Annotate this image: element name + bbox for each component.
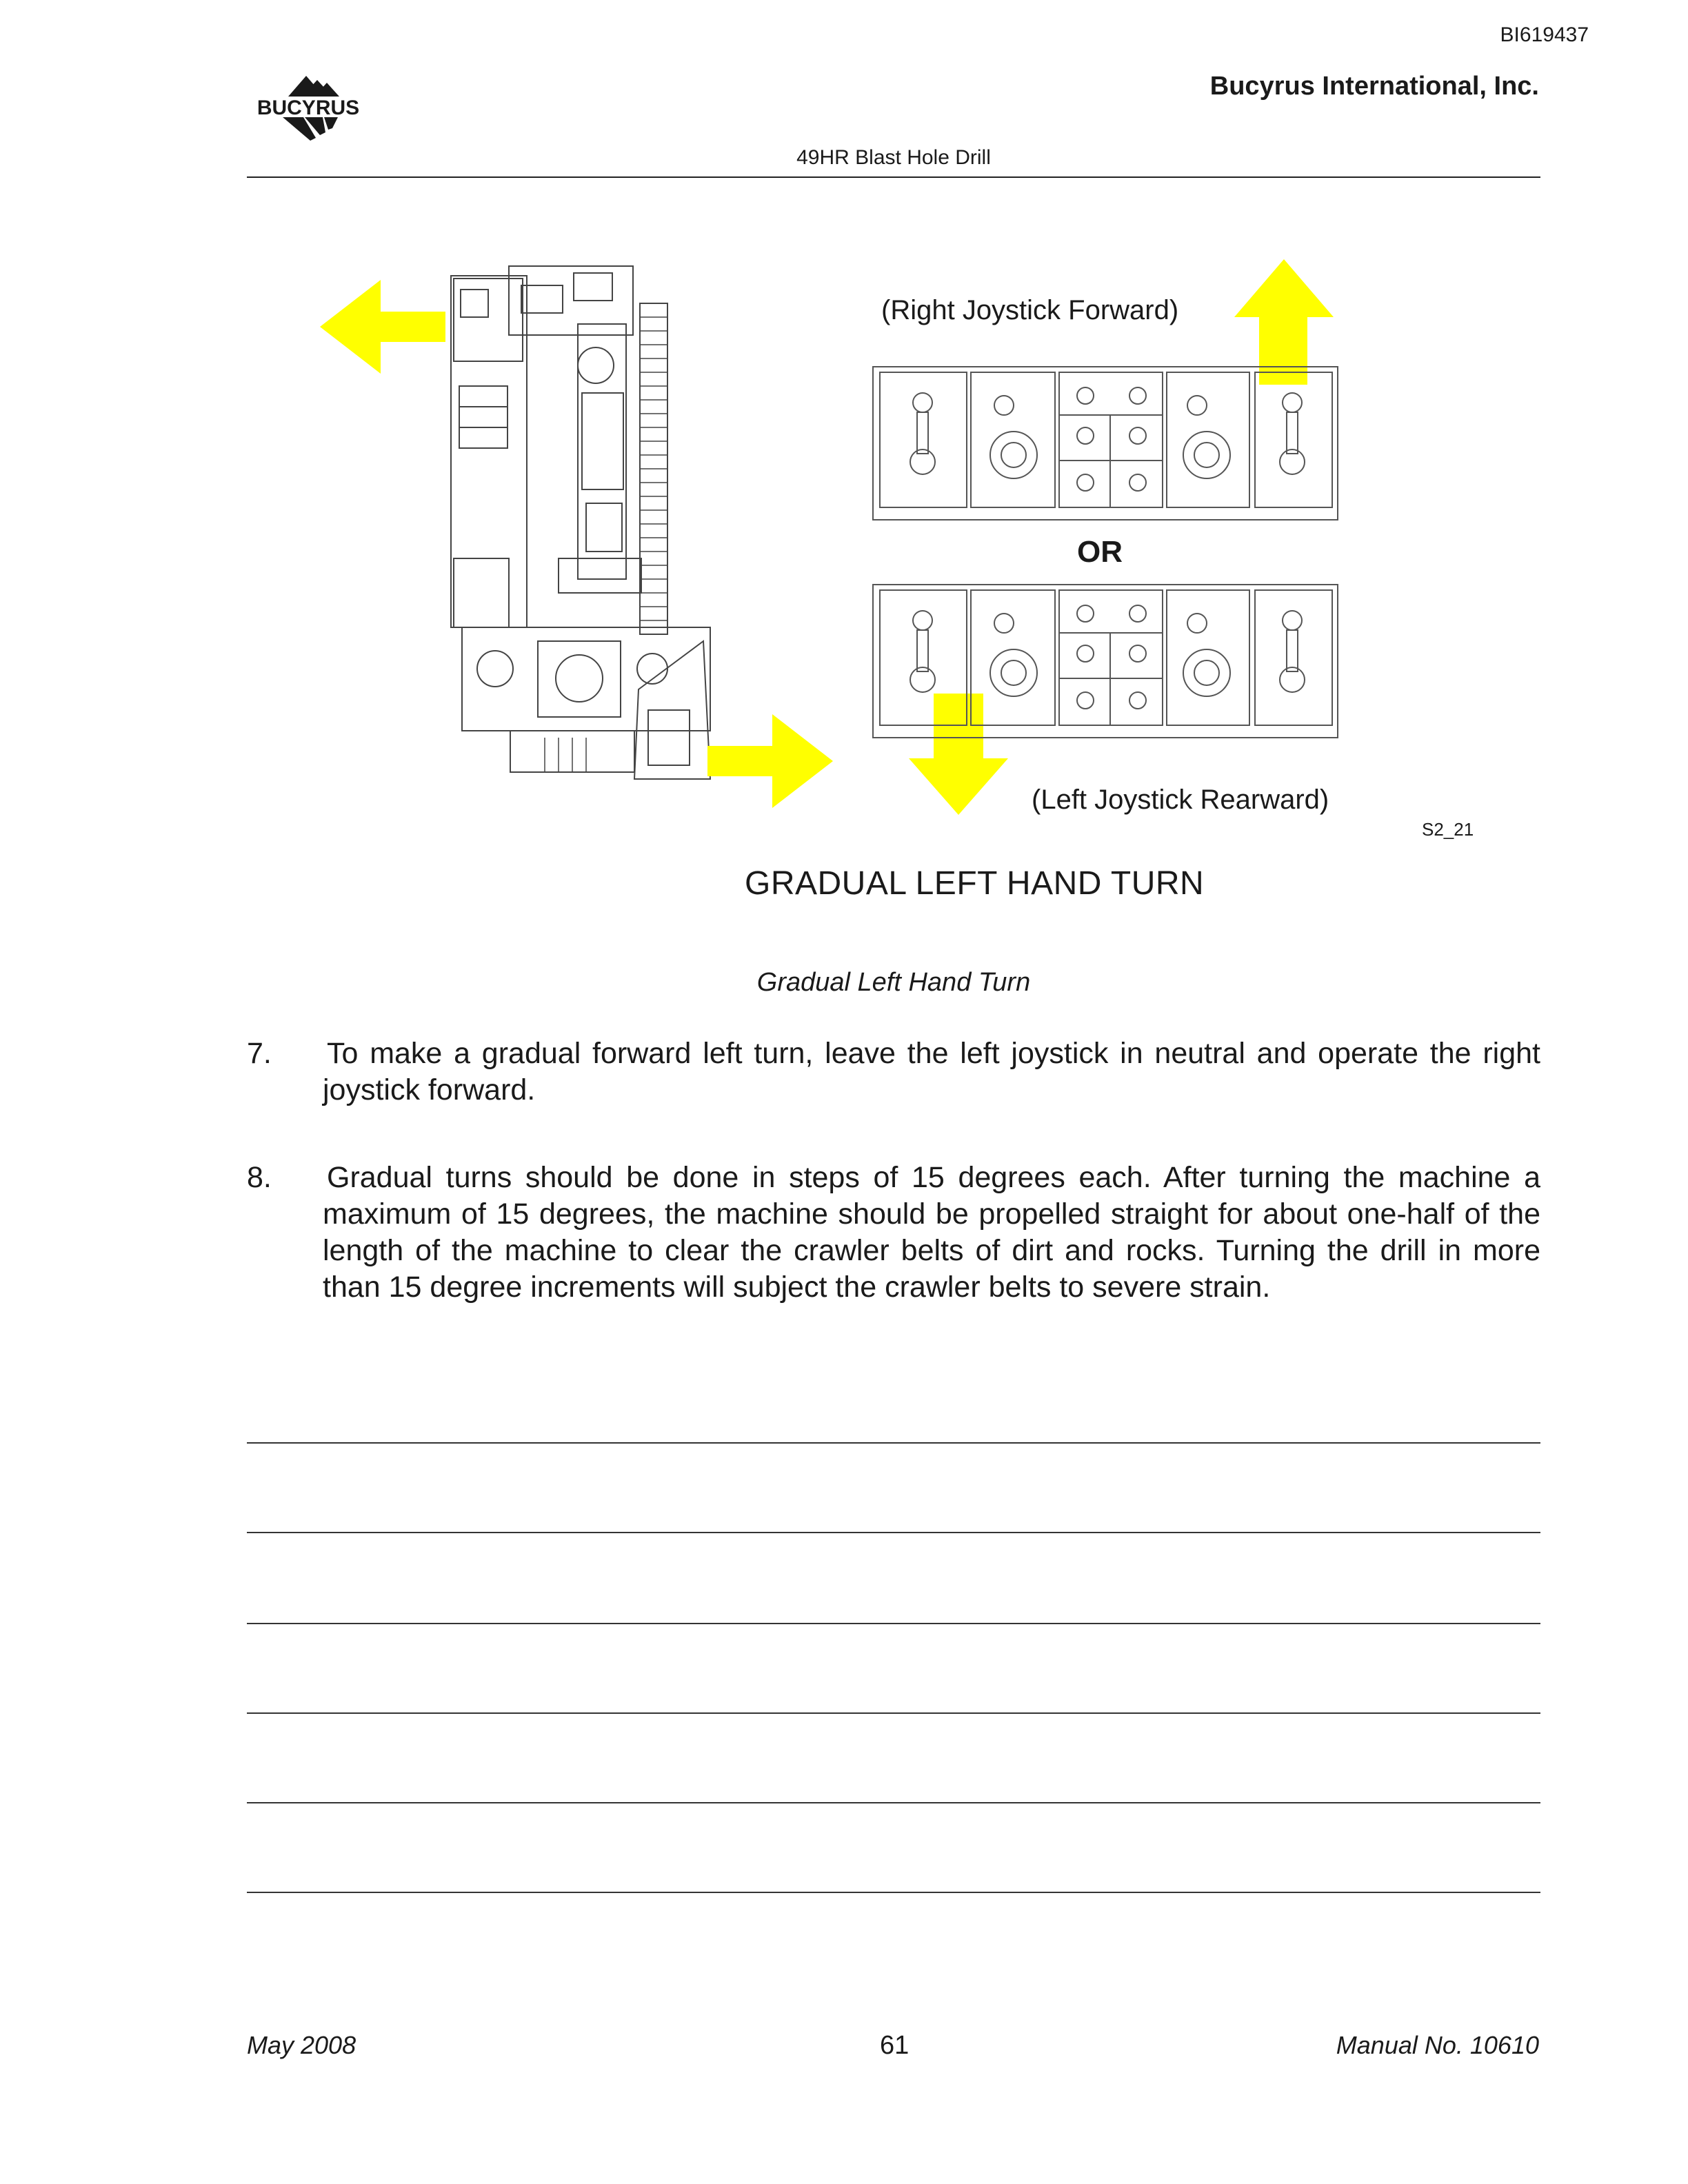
- notes-line: [247, 1623, 1540, 1624]
- arrow-left: [320, 280, 445, 374]
- step-number: 8.: [247, 1161, 272, 1194]
- figure-title: GRADUAL LEFT HAND TURN: [745, 865, 1205, 902]
- direction-arrows: [320, 259, 1334, 815]
- right-joystick-label: (Right Joystick Forward): [881, 295, 1179, 325]
- control-panel-top: [873, 367, 1338, 520]
- notes-line: [247, 1712, 1540, 1714]
- step-text: Gradual turns should be done in steps of 15 degrees each. After turning the machine a maximum of 15 degrees, the machine should be propelled straight for about one-half of the length of the machine to clear the crawler belts of dirt and rocks. Turning the drill in more than 15 degree increments will subject the crawler belts to severe strain.: [323, 1161, 1540, 1304]
- header-divider: [247, 176, 1540, 178]
- bucyrus-logo: [247, 72, 370, 150]
- arrow-right: [707, 714, 833, 808]
- step-item: [247, 1035, 1540, 1109]
- turn-illustration: [303, 255, 1352, 841]
- manual-number: Manual No. 10610: [1336, 2031, 1539, 2059]
- notes-line: [247, 1892, 1540, 1893]
- or-label: OR: [1077, 535, 1123, 569]
- logo-text: BUCYRUS: [257, 97, 360, 119]
- notes-line: [247, 1442, 1540, 1444]
- footer-date: May 2008: [247, 2031, 356, 2059]
- arrow-down: [909, 694, 1008, 815]
- document-id: BI619437: [1500, 23, 1589, 46]
- notes-line: [247, 1532, 1540, 1533]
- page-number: 61: [880, 2031, 910, 2060]
- arrow-up: [1234, 259, 1334, 385]
- company-name: Bucyrus International, Inc.: [1209, 72, 1539, 101]
- manual-title: 49HR Blast Hole Drill: [796, 146, 991, 169]
- figure-code: S2_21: [1422, 819, 1474, 840]
- figure-caption: Gradual Left Hand Turn: [756, 968, 1031, 997]
- drill-top-view: [451, 266, 710, 779]
- step-text: To make a gradual forward left turn, leave the left joystick in neutral and operate the right joystick forward.: [323, 1037, 1540, 1106]
- step-number: 7.: [247, 1037, 272, 1070]
- step-item: [247, 1160, 1540, 1306]
- notes-line: [247, 1802, 1540, 1803]
- left-joystick-label: (Left Joystick Rearward): [1032, 785, 1329, 815]
